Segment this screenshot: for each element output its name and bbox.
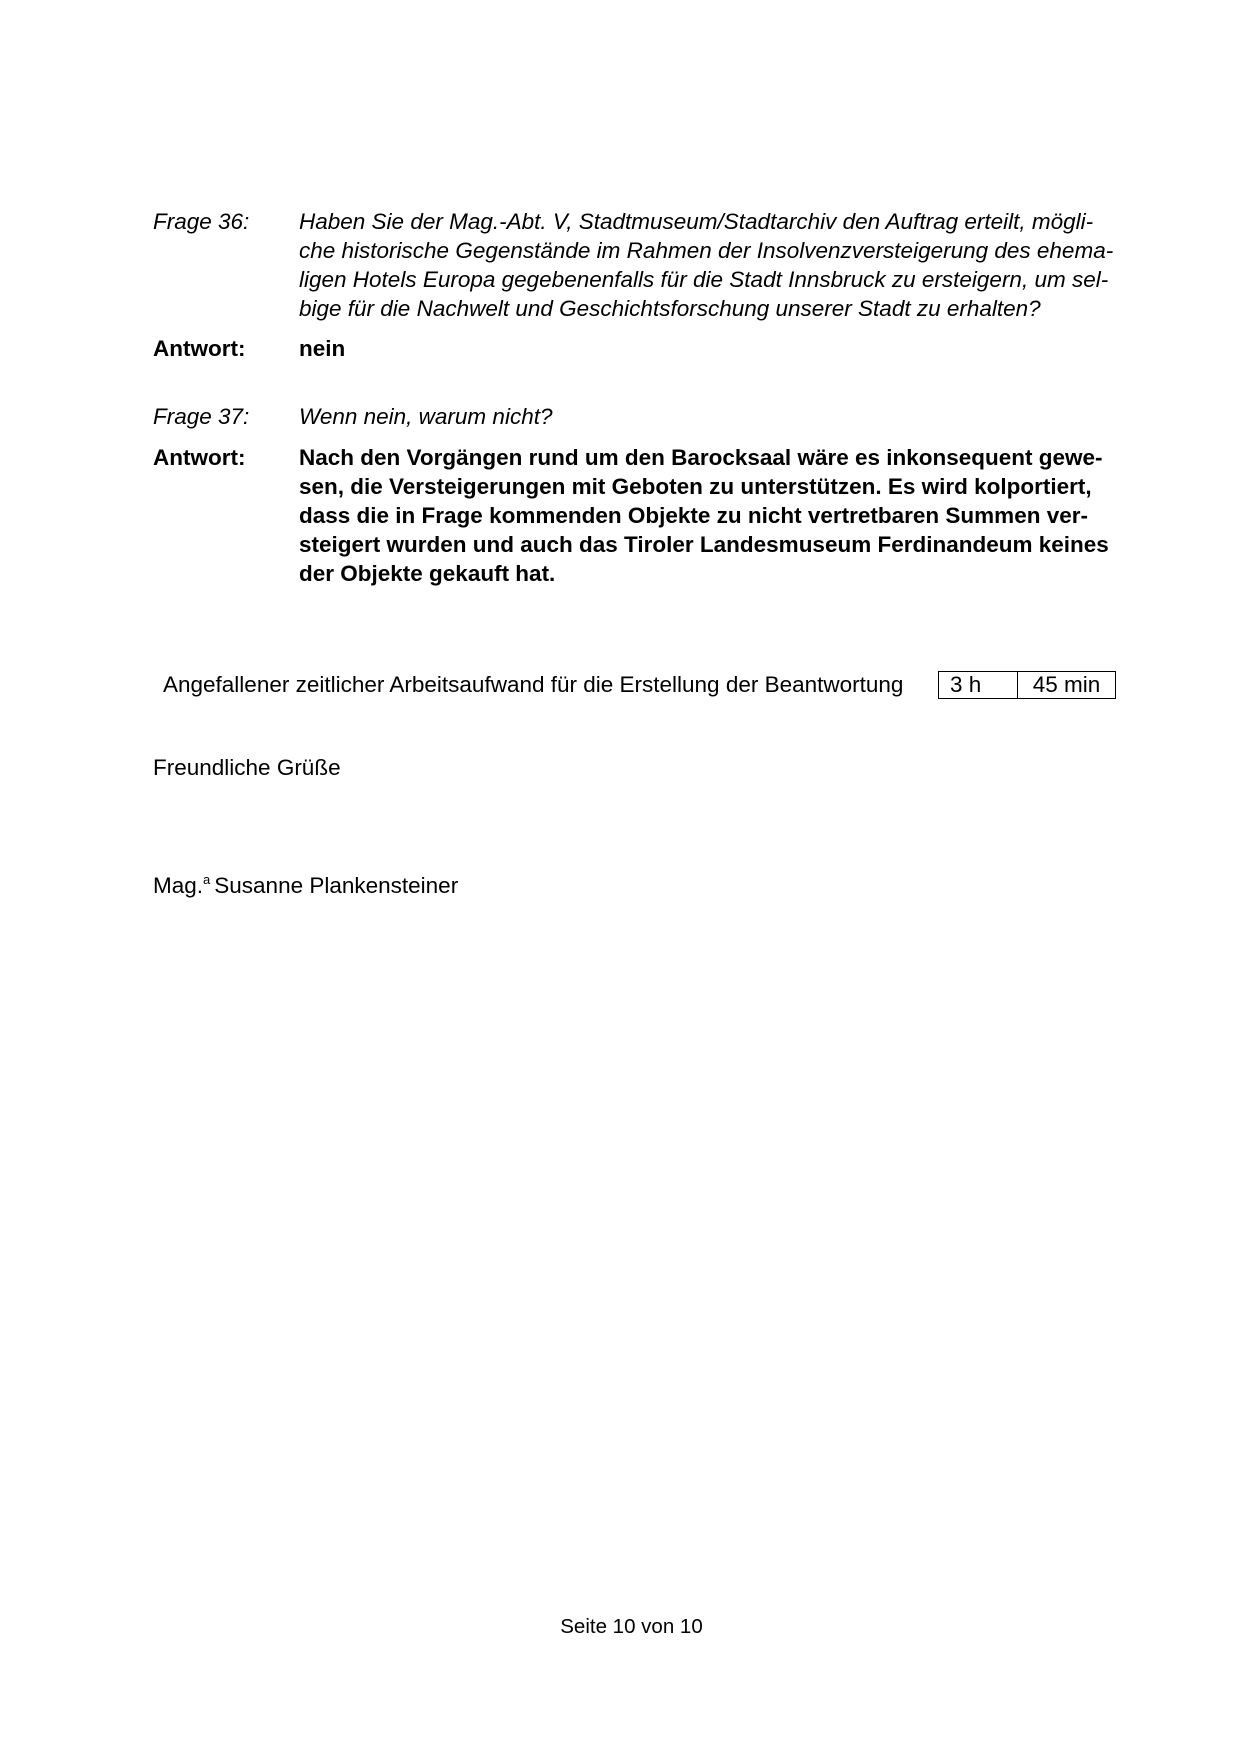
answer-line: nein bbox=[299, 336, 346, 361]
answer-line: sen, die Versteigerungen mit Geboten zu unterstützen. Es wird kolportiert, bbox=[299, 474, 1092, 499]
question-line: che historische Gegenstände im Rahmen der Insolvenzversteigerung des ehema- bbox=[299, 238, 1114, 263]
effort-table bbox=[938, 671, 1116, 699]
question-label: Frage 37: bbox=[153, 404, 250, 429]
closing-greeting: Freundliche Grüße bbox=[153, 755, 341, 780]
effort-minutes: 45 min bbox=[1032, 672, 1101, 697]
answer-text bbox=[299, 443, 1241, 588]
question-label: Frage 36: bbox=[153, 209, 250, 234]
answer-label: Antwort: bbox=[153, 336, 246, 361]
page-number: Seite 10 von 10 bbox=[560, 1615, 703, 1638]
signature-prefix: Mag. bbox=[153, 873, 204, 898]
signature-name: Susanne Plankensteiner bbox=[214, 873, 459, 898]
signature-superscript: a bbox=[203, 872, 211, 887]
question-line: Haben Sie der Mag.-Abt. V, Stadtmuseum/Stadtarchiv den Auftrag erteilt, mögli- bbox=[299, 209, 1094, 234]
answer-line: Nach den Vorgängen rund um den Barocksaal wäre es inkonsequent gewe- bbox=[299, 445, 1103, 470]
answer-line: dass die in Frage kommenden Objekte zu nicht vertretbaren Summen ver- bbox=[299, 503, 1088, 528]
effort-label: Angefallener zeitlicher Arbeitsaufwand für die Erstellung der Beantwortung bbox=[163, 672, 904, 697]
question-text bbox=[299, 207, 1241, 323]
question-line: Wenn nein, warum nicht? bbox=[299, 404, 553, 429]
answer-line: steigert wurden und auch das Tiroler Landesmuseum Ferdinandeum keines bbox=[299, 532, 1109, 557]
answer-text bbox=[299, 334, 1241, 363]
question-36 bbox=[153, 207, 1133, 323]
effort-hours: 3 h bbox=[939, 672, 1018, 698]
answer-line: der Objekte gekauft hat. bbox=[299, 561, 556, 586]
page-footer bbox=[0, 1613, 1241, 1641]
question-text bbox=[299, 402, 1241, 431]
answer-37 bbox=[153, 443, 1133, 588]
answer-label: Antwort: bbox=[153, 445, 246, 470]
answer-36 bbox=[153, 334, 1133, 363]
question-line: bige für die Nachwelt und Geschichtsforschung unserer Stadt zu erhalten? bbox=[299, 296, 1041, 321]
signature bbox=[153, 865, 458, 901]
question-37 bbox=[153, 402, 1133, 431]
question-line: ligen Hotels Europa gegebenenfalls für die Stadt Innsbruck zu ersteigern, um sel- bbox=[299, 267, 1109, 292]
